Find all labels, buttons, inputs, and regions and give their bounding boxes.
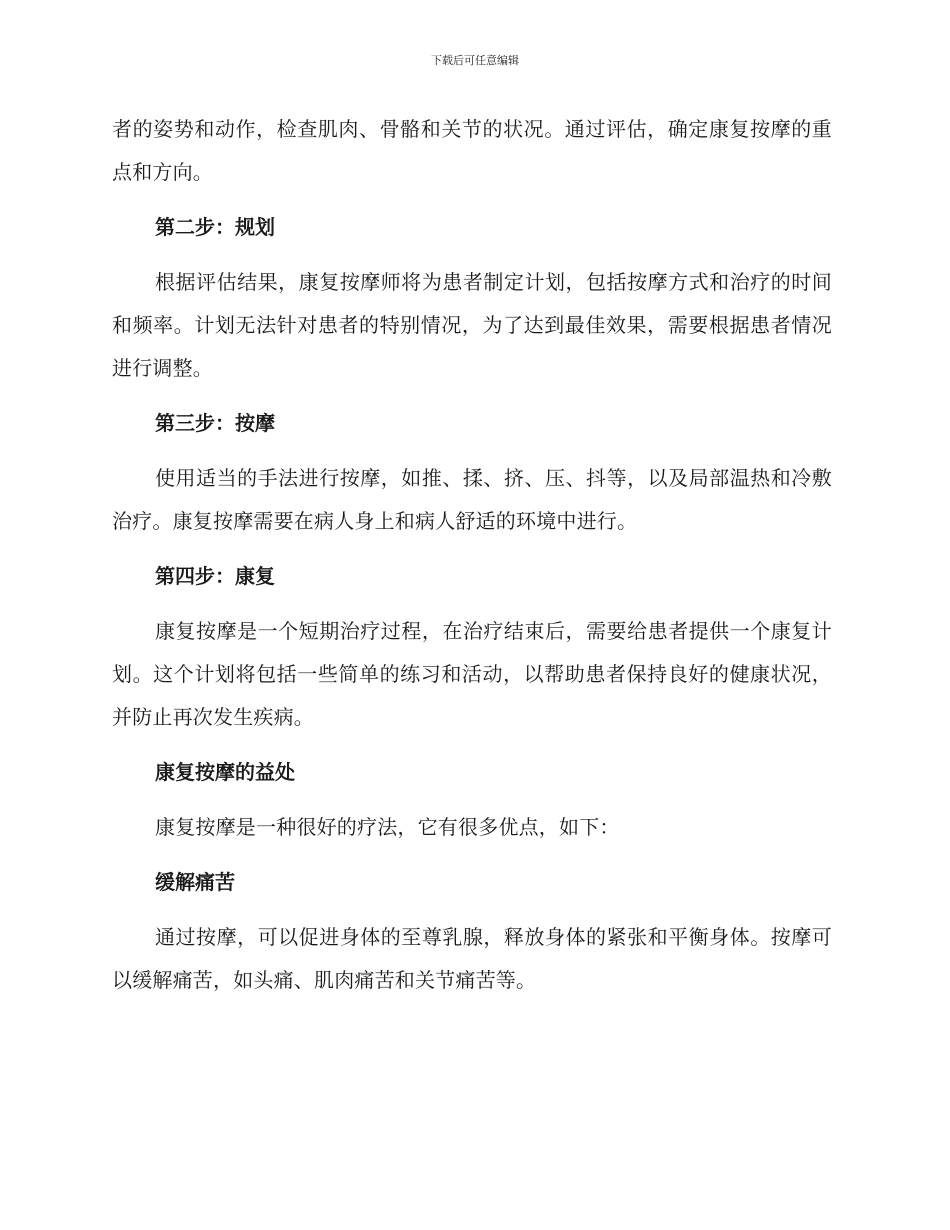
heading-benefits: 康复按摩的益处: [155, 760, 295, 784]
paragraph-assessment-continued: 者的姿势和动作，检查肌肉、骨骼和关节的状况。通过评估，确定康复按摩的重点和方向。: [112, 117, 832, 184]
heading-step-two: 第二步：规划: [155, 215, 275, 239]
page-header: 下载后可任意编辑: [431, 54, 519, 67]
paragraph-rehabilitation: 康复按摩是一个短期治疗过程，在治疗结束后，需要给患者提供一个康复计划。这个计划将包括一些简单的练习和活动，以帮助患者保持良好的健康状况，并防止再次发生疾病。: [112, 619, 832, 729]
heading-step-three: 第三步：按摩: [155, 411, 275, 435]
paragraph-benefits-intro: 康复按摩是一种很好的疗法，它有很多优点，如下：: [155, 815, 620, 839]
paragraph-relieve-pain: 通过按摩，可以促进身体的至尊乳腺，释放身体的紧张和平衡身体。按摩可以缓解痛苦，如头痛、肌肉痛苦和关节痛苦等。: [112, 925, 832, 992]
heading-relieve-pain: 缓解痛苦: [155, 870, 235, 894]
paragraph-planning: 根据评估结果，康复按摩师将为患者制定计划，包括按摩方式和治疗的时间和频率。计划无法针对患者的特别情况，为了达到最佳效果，需要根据患者情况进行调整。: [112, 270, 832, 380]
heading-step-four: 第四步：康复: [155, 564, 275, 588]
paragraph-massage: 使用适当的手法进行按摩，如推、揉、挤、压、抖等，以及局部温热和冷敷治疗。康复按摩需要在病人身上和病人舒适的环境中进行。: [112, 466, 832, 533]
document-body: [112, 108, 832, 1002]
